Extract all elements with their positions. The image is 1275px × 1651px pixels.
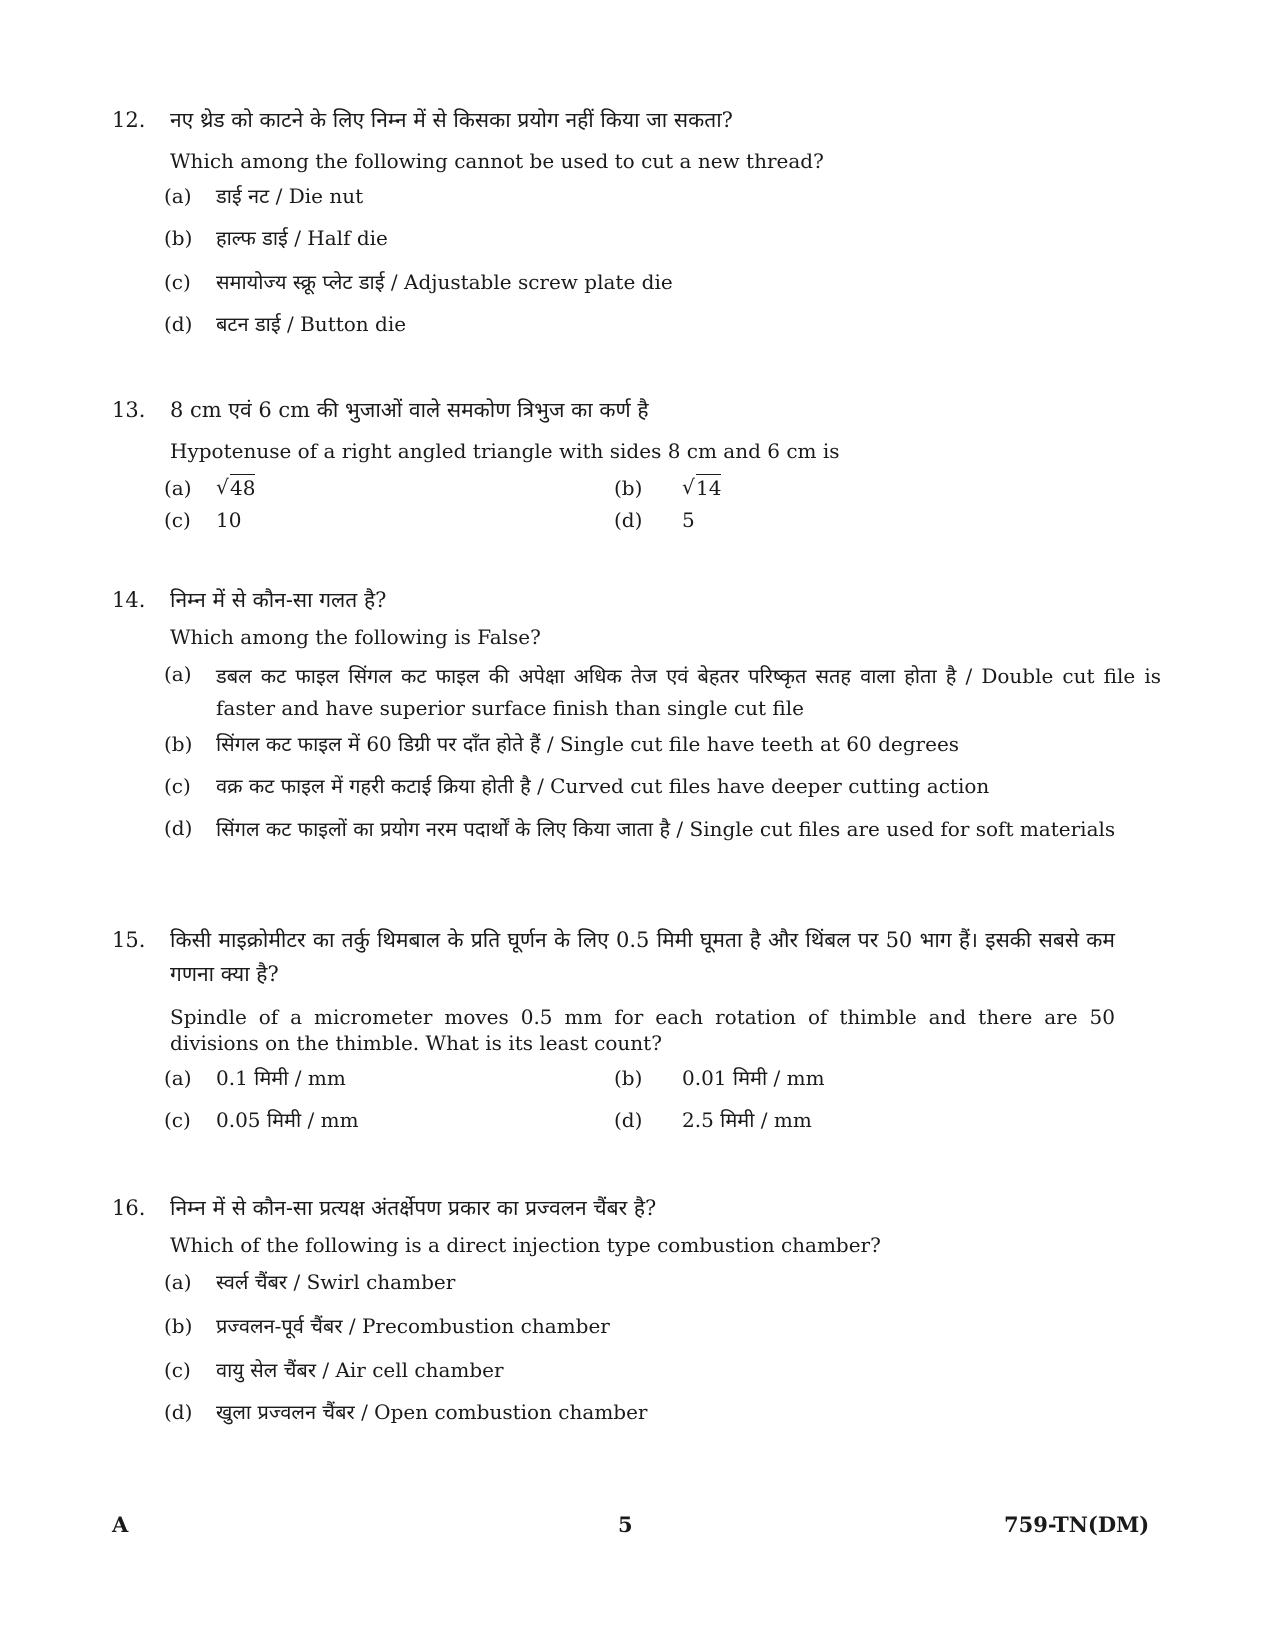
question-text-english: Which among the following is False? [170, 625, 541, 649]
option-label: (c) [164, 774, 191, 798]
option-label: (c) [164, 508, 191, 532]
option-text: सिंगल कट फाइल में 60 डिग्री पर दाँत होते हैं / Single cut file have teeth at 60 degrees [216, 732, 960, 756]
option-text: 0.01 मिमी / mm [682, 1066, 825, 1090]
option-label: (a) [164, 1066, 192, 1090]
option-label: (a) [164, 662, 192, 686]
question-text-english: Spindle of a micrometer moves 0.5 mm for each rotation of thimble and there are 50 divisions on the thimble. What is its least count? [170, 1005, 1115, 1055]
option-text: डबल कट फाइल सिंगल कट फाइल की अपेक्षा अधिक तेज एवं बेहतर परिष्कृत सतह वाला होता है / Double cut file is faster and have superior surface finish than single cut file [216, 664, 1161, 720]
square-root-icon: √ 14 [682, 474, 721, 502]
option-label: (a) [164, 1270, 192, 1294]
option-text: 10 [216, 508, 242, 532]
option-label: (b) [164, 226, 193, 250]
option-label: (b) [614, 1066, 643, 1090]
option-label: (c) [164, 1108, 191, 1132]
option-text: 0.05 मिमी / mm [216, 1108, 359, 1132]
option-label: (c) [164, 1358, 191, 1382]
square-root-icon: √ 48 [216, 474, 255, 502]
question-number: 14. [112, 588, 146, 612]
question-number: 13. [112, 398, 146, 422]
question-number: 12. [112, 108, 146, 132]
question-number: 15. [112, 928, 146, 952]
option-label: (b) [164, 1314, 193, 1338]
option-text: हाल्फ डाई / Half die [216, 226, 388, 250]
question-text-english: Which among the following cannot be used to cut a new thread? [170, 149, 824, 173]
option-label: (a) [164, 476, 192, 500]
option-label: (d) [614, 508, 643, 532]
question-text-english: Hypotenuse of a right angled triangle with sides 8 cm and 6 cm is [170, 439, 840, 463]
option-label: (d) [164, 312, 193, 336]
question-text-hindi: 8 cm एवं 6 cm की भुजाओं वाले समकोण त्रिभुज का कर्ण है [170, 398, 649, 422]
option-text: बटन डाई / Button die [216, 312, 407, 336]
question-text-hindi: निम्न में से कौन-सा प्रत्यक्ष अंतर्क्षेपण प्रकार का प्रज्वलन चैंबर है? [170, 1196, 657, 1220]
footer-paper-code: 759-TN(DM) [1004, 1512, 1150, 1537]
option-label: (d) [614, 1108, 643, 1132]
option-text: समायोज्य स्क्रू प्लेट डाई / Adjustable screw plate die [216, 270, 673, 294]
option-text: स्वर्ल चैंबर / Swirl chamber [216, 1270, 456, 1294]
option-text: डाई नट / Die nut [216, 184, 364, 208]
option-text: 5 [682, 508, 695, 532]
option-text: 2.5 मिमी / mm [682, 1108, 812, 1132]
footer-series: A [112, 1512, 129, 1537]
question-text-hindi: निम्न में से कौन-सा गलत है? [170, 588, 387, 612]
question-text-english: Which of the following is a direct injection type combustion chamber? [170, 1233, 881, 1257]
option-text: सिंगल कट फाइलों का प्रयोग नरम पदार्थों के लिए किया जाता है / Single cut files are used for soft materials [216, 817, 1116, 841]
question-number: 16. [112, 1196, 146, 1220]
option-label: (c) [164, 270, 191, 294]
question-text-hindi: किसी माइक्रोमीटर का तर्कु थिमबाल के प्रति घूर्णन के लिए 0.5 मिमी घूमता है और थिंबल पर 50 भाग हैं। इसकी सबसे कम गणना क्या है? [170, 928, 1115, 986]
option-text [216, 474, 255, 502]
option-text: खुला प्रज्वलन चैंबर / Open combustion chamber [216, 1400, 648, 1424]
option-label: (a) [164, 184, 192, 208]
option-text: प्रज्वलन-पूर्व चैंबर / Precombustion chamber [216, 1314, 610, 1338]
option-text [682, 474, 721, 502]
option-label: (d) [164, 1400, 193, 1424]
option-text: वक्र कट फाइल में गहरी कटाई क्रिया होती है / Curved cut files have deeper cutting action [216, 774, 990, 798]
option-label: (d) [164, 816, 193, 840]
option-label: (b) [164, 732, 193, 756]
footer-page-number: 5 [618, 1512, 633, 1537]
question-text-hindi: नए थ्रेड को काटने के लिए निम्न में से किसका प्रयोग नहीं किया जा सकता? [170, 108, 733, 132]
option-label: (b) [614, 476, 643, 500]
option-text: 0.1 मिमी / mm [216, 1066, 346, 1090]
option-text: वायु सेल चैंबर / Air cell chamber [216, 1358, 504, 1382]
